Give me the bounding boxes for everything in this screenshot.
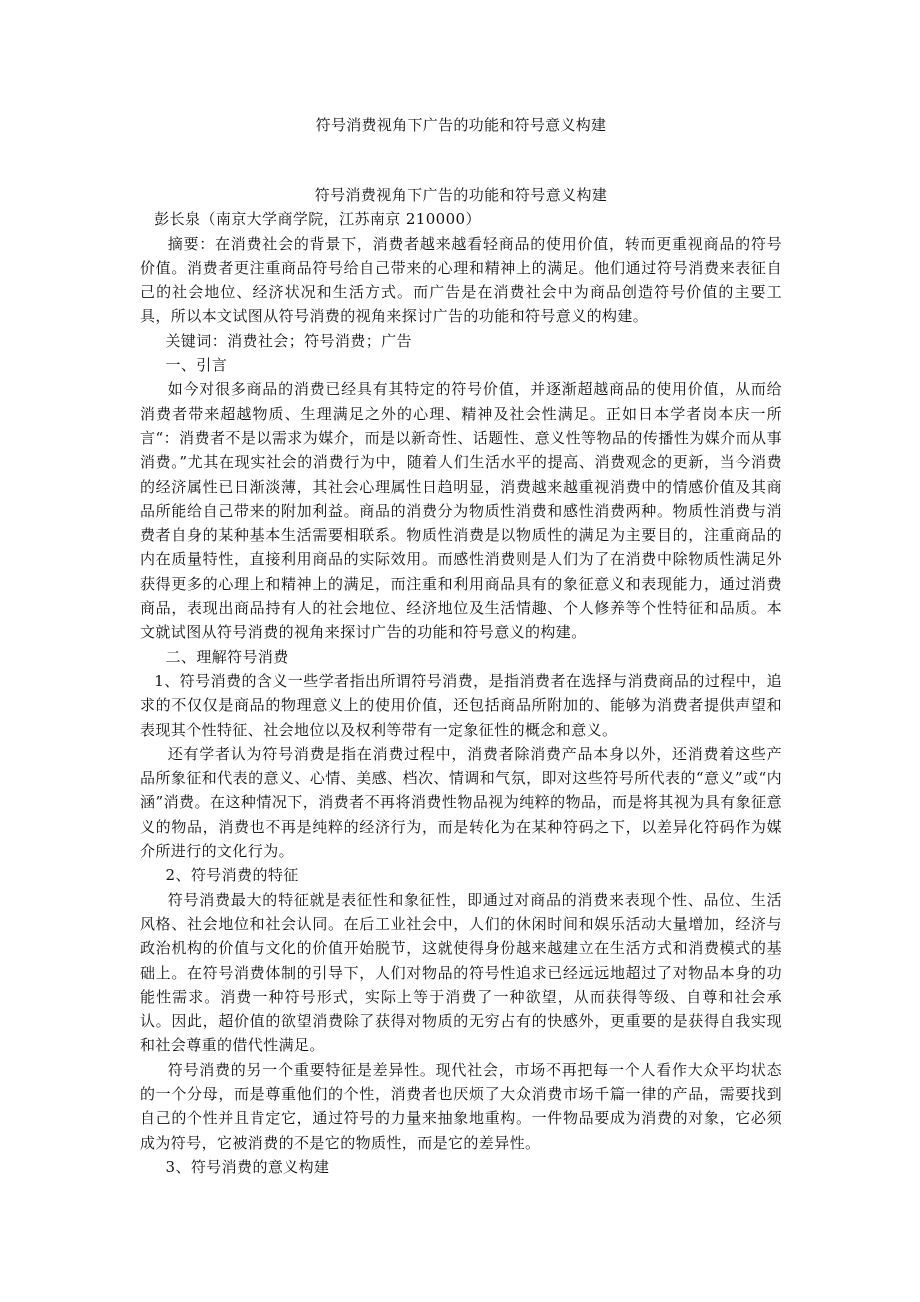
section-2-paragraph-4: 符号消费的另一个重要特征是差异性。现代社会，市场不再把每一个人看作大众平均状态的一个分母，而是尊重他们的个性，消费者也厌烦了大众消费市场千篇一律的产品，需要找到自己的个性并且肯定它，通过符号的力量来抽象地重构。一件物品要成为消费的对象，它必须成为符号，它被消费的不是它的物质性，而是它的差异性。 bbox=[140, 1060, 782, 1152]
article-title: 符号消费视角下广告的功能和符号意义构建 bbox=[314, 186, 608, 204]
section-2-subheading-2: 2、符号消费的特征 bbox=[165, 866, 299, 885]
section-1-heading: 一、引言 bbox=[165, 356, 228, 375]
section-1-paragraph: 如今对很多商品的消费已经具有其特定的符号价值，并逐渐超越商品的使用价值，从而给消费者带来超越物质、生理满足之外的心理、精神及社会性满足。正如日本学者岗本庆一所言“：消费者不是以需求为媒介，而是以新奇性、话题性、意义性等物品的传播性为媒介而从事消费。”尤其在现实社会的消费行为中，随着人们生活水平的提高、消费观念的更新，当今消费的经济属性已日渐淡薄，其社会心理属性日趋明显，消费越来越重视消费中的情感价值及其商品所能给自己带来的附加利益。商品的消费分为物质性消费和感性消费两种。物质性消费与消费者自身的某种基本生活需要相联系。物质性消费是以物质性的满足为主要目的，注重商品的内在质量特性，直接利用商品的实际效用。而感性消费则是人们为了在消费中除物质性满足外获得更多的心理上和精神上的满足，而注重和利用商品具有的象征意义和表现能力，通过消费商品，表现出商品持有人的社会地位、经济地位及生活情趣、个人修养等个性特征和品质。本文就试图从符号消费的视角来探讨广告的功能和符号意义的构建。 bbox=[140, 380, 782, 642]
keywords-line: 关键词：消费社会；符号消费；广告 bbox=[165, 331, 412, 350]
header-title: 符号消费视角下广告的功能和符号意义构建 bbox=[315, 116, 607, 134]
section-2-paragraph-2: 还有学者认为符号消费是指在消费过程中，消费者除消费产品本身以外，还消费着这些产品所象征和代表的意义、心情、美感、档次、情调和气氛，即对这些符号所代表的“意义”或“内涵”消费。在这种情况下，消费者不再将消费性物品视为纯粹的物品，而是将其视为具有象征意义的物品，消费也不再是纯粹的经济行为，而是转化为在某种符码之下，以差异化符码作为媒介所进行的文化行为。 bbox=[140, 744, 782, 861]
section-2-subheading-3: 3、符号消费的意义构建 bbox=[165, 1157, 330, 1176]
section-2-paragraph-1: 1、符号消费的含义一些学者指出所谓符号消费，是指消费者在选择与消费商品的过程中，追求的不仅仅是商品的物理意义上的使用价值，还包括商品所附加的、能够为消费者提供声望和表现其个性特征、社会地位以及权利等带有一定象征性的概念和意义。 bbox=[140, 671, 782, 739]
article-body bbox=[140, 183, 782, 1179]
document-page bbox=[140, 0, 782, 1302]
section-2-heading: 二、理解符号消费 bbox=[165, 647, 289, 666]
author-line: 彭长泉（南京大学商学院，江苏南京 210000） bbox=[154, 210, 481, 229]
abstract-paragraph: 摘要：在消费社会的背景下，消费者越来越看轻商品的使用价值，转而更重视商品的符号价值。消费者更注重商品符号给自己带来的心理和精神上的满足。他们通过符号消费来表征自己的社会地位、经济状况和生活方式。而广告是在消费社会中为商品创造符号价值的主要工具，所以本文试图从符号消费的视角来探讨广告的功能和符号意义的构建。 bbox=[140, 234, 782, 326]
section-2-paragraph-3: 符号消费最大的特征就是表征性和象征性，即通过对商品的消费来表现个性、品位、生活风格、社会地位和社会认同。在后工业社会中，人们的休闲时间和娱乐活动大量增加，经济与政治机构的价值与文化的价值开始脱节，这就使得身份越来越建立在生活方式和消费模式的基础上。在符号消费体制的引导下，人们对物品的符号性追求已经远远地超过了对物品本身的功能性需求。消费一种符号形式，实际上等于消费了一种欲望，从而获得等级、自尊和社会承认。因此，超价值的欲望消费除了获得对物质的无穷占有的快感外，更重要的是获得自我实现和社会尊重的借代性满足。 bbox=[140, 890, 782, 1055]
